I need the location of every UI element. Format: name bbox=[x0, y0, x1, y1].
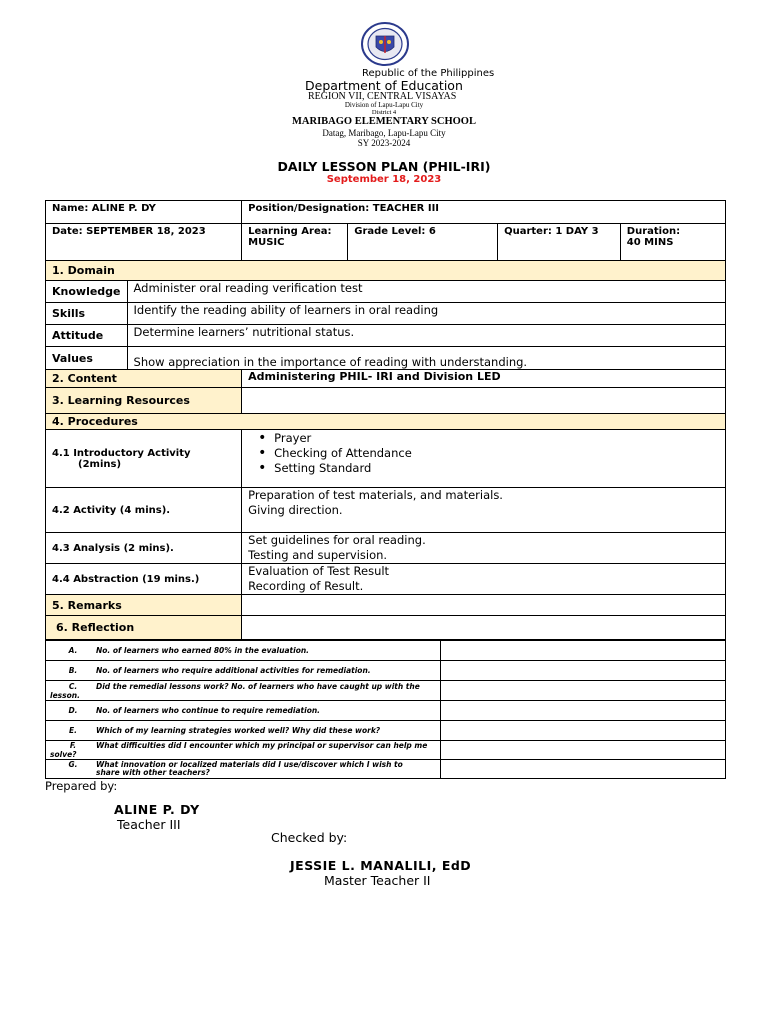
checker-title: Master Teacher II bbox=[324, 873, 431, 888]
reflection-text: Which of my learning strategies worked well? Why did these work? bbox=[96, 726, 381, 735]
division-text: Division of Lapu-Lapu City bbox=[344, 101, 424, 109]
list-item: • Prayer bbox=[264, 431, 719, 446]
table-row bbox=[46, 701, 726, 721]
activity-content bbox=[242, 488, 726, 533]
reflection-letter: G. bbox=[68, 760, 78, 769]
domain-skills-label: Skills bbox=[46, 303, 128, 325]
department-text: Department of Education bbox=[305, 78, 463, 93]
reflection-letter: E. bbox=[69, 726, 77, 735]
table-row bbox=[46, 721, 726, 741]
activity-line: Giving direction. bbox=[248, 503, 343, 517]
reflection-text: What difficulties did I encounter which my principal or supervisor can help me solve? bbox=[50, 741, 428, 759]
school-name: MARIBAGO ELEMENTARY SCHOOL bbox=[292, 116, 476, 127]
district-text: District 4 bbox=[371, 109, 397, 116]
reflection-answer bbox=[440, 760, 725, 779]
reflection-text: No. of learners who earned 80% in the evaluation. bbox=[96, 646, 310, 655]
list-item: • Checking of Attendance bbox=[264, 446, 719, 461]
duration-label: Duration: bbox=[626, 226, 681, 237]
region-text: REGION VII, CENTRAL VISAYAS bbox=[308, 91, 457, 102]
domain-values-label: Values bbox=[46, 347, 128, 370]
content-label: 2. Content bbox=[46, 370, 242, 388]
domain-attitude-value: Determine learners’ nutritional status. bbox=[127, 325, 725, 347]
reflection-label: 6. Reflection bbox=[46, 616, 242, 640]
reflection-table bbox=[45, 640, 726, 779]
position-cell: Position/Designation: TEACHER III bbox=[242, 201, 726, 224]
table-row bbox=[46, 760, 726, 779]
table-row bbox=[46, 681, 726, 701]
prepared-by-label: Prepared by: bbox=[45, 779, 118, 793]
reflection-text: No. of learners who continue to require remediation. bbox=[96, 706, 321, 715]
analysis-content bbox=[242, 533, 726, 564]
abstraction-line: Recording of Result. bbox=[248, 579, 364, 593]
reflection-answer bbox=[440, 701, 725, 721]
school-address: Datag, Maribago, Lapu-Lapu City bbox=[322, 128, 446, 138]
abstraction-label: 4.4 Abstraction (19 mins.) bbox=[46, 564, 242, 595]
procedures-heading: 4. Procedures bbox=[46, 414, 726, 430]
reflection-letter: C. bbox=[68, 681, 78, 691]
analysis-line: Set guidelines for oral reading. bbox=[248, 533, 426, 547]
date-subtitle: September 18, 2023 bbox=[326, 174, 442, 185]
deped-seal-logo bbox=[360, 22, 410, 66]
reflection-answer bbox=[440, 661, 725, 681]
table-row bbox=[46, 641, 726, 661]
teacher-name-cell: Name: ALINE P. DY bbox=[46, 201, 242, 224]
reflection-question bbox=[46, 760, 441, 779]
checker-name: JESSIE L. MANALILI, EdD bbox=[290, 858, 472, 873]
activity-line: Preparation of test materials, and materials. bbox=[248, 488, 503, 502]
reflection-answer bbox=[440, 641, 725, 661]
reflection-text: No. of learners who require additional activities for remediation. bbox=[96, 666, 371, 675]
date-cell: Date: SEPTEMBER 18, 2023 bbox=[46, 224, 242, 261]
domain-values-value: Show appreciation in the importance of reading with understanding. bbox=[127, 347, 725, 370]
intro-activity-content bbox=[242, 430, 726, 488]
resources-label: 3. Learning Resources bbox=[46, 388, 242, 414]
reflection-letter: D. bbox=[68, 706, 78, 715]
reflection-letter: A. bbox=[68, 646, 78, 655]
intro-activity-list bbox=[248, 431, 719, 476]
preparer-name: ALINE P. DY bbox=[114, 802, 200, 817]
preparer-title: Teacher III bbox=[117, 817, 181, 832]
activity-label: 4.2 Activity (4 mins). bbox=[46, 488, 242, 533]
domain-attitude-label: Attitude bbox=[46, 325, 128, 347]
domain-skills-value: Identify the reading ability of learners in oral reading bbox=[127, 303, 725, 325]
reflection-answer bbox=[440, 721, 725, 741]
analysis-label: 4.3 Analysis (2 mins). bbox=[46, 533, 242, 564]
domain-knowledge-label: Knowledge bbox=[46, 281, 128, 303]
reflection-question bbox=[46, 701, 441, 721]
table-row bbox=[46, 661, 726, 681]
reflection-text: What innovation or localized materials did I use/discover which I wish to share with other teachers? bbox=[96, 760, 403, 777]
reflection-question bbox=[46, 641, 441, 661]
grade-level-cell: Grade Level: 6 bbox=[348, 224, 498, 261]
learning-area-cell bbox=[242, 224, 348, 261]
reflection-question bbox=[46, 681, 441, 701]
domain-knowledge-value: Administer oral reading verification test bbox=[127, 281, 725, 303]
reflection-text: Did the remedial lessons work? No. of learners who have caught up with the lesson. bbox=[50, 681, 420, 700]
analysis-line: Testing and supervision. bbox=[248, 548, 388, 562]
reflection-answer bbox=[440, 681, 725, 701]
quarter-cell: Quarter: 1 DAY 3 bbox=[498, 224, 621, 261]
reflection-value bbox=[242, 616, 726, 640]
list-item: • Setting Standard bbox=[264, 461, 719, 476]
resources-value bbox=[242, 388, 726, 414]
checked-by-label: Checked by: bbox=[271, 830, 348, 845]
abstraction-line: Evaluation of Test Result bbox=[248, 564, 390, 578]
reflection-question bbox=[46, 661, 441, 681]
reflection-letter: F. bbox=[69, 741, 77, 750]
intro-activity-duration: (2mins) bbox=[78, 458, 122, 470]
table-row bbox=[46, 741, 726, 760]
school-year: SY 2023-2024 bbox=[357, 138, 411, 148]
remarks-label: 5. Remarks bbox=[46, 595, 242, 616]
domain-heading: 1. Domain bbox=[46, 261, 726, 281]
lesson-plan-table bbox=[45, 200, 726, 640]
intro-activity-label bbox=[46, 430, 242, 488]
learning-area-label: Learning Area: bbox=[248, 226, 332, 237]
abstraction-content bbox=[242, 564, 726, 595]
remarks-value bbox=[242, 595, 726, 616]
page-title: DAILY LESSON PLAN (PHIL-IRI) bbox=[277, 159, 491, 174]
reflection-question bbox=[46, 741, 441, 760]
duration-value: 40 MINS bbox=[626, 237, 674, 248]
reflection-letter: B. bbox=[68, 666, 78, 675]
republic-text: Republic of the Philippines bbox=[362, 68, 495, 79]
learning-area-value: MUSIC bbox=[248, 237, 285, 248]
intro-activity-title: 4.1 Introductory Activity bbox=[52, 447, 191, 459]
reflection-question bbox=[46, 721, 441, 741]
reflection-answer bbox=[440, 741, 725, 760]
content-value: Administering PHIL- IRI and Division LED bbox=[242, 370, 726, 388]
duration-cell bbox=[620, 224, 725, 261]
